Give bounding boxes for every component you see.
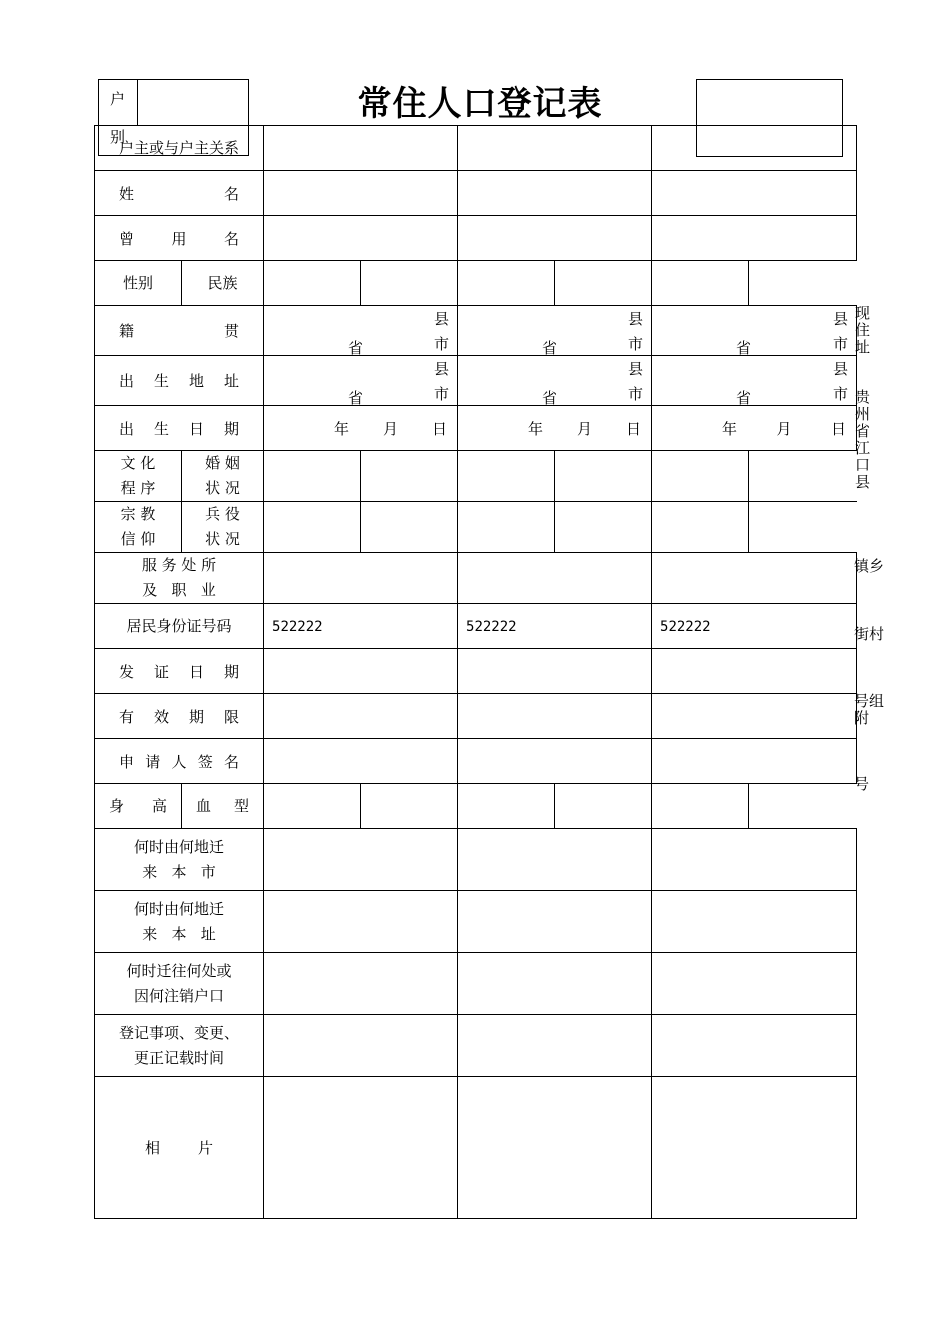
photo-cell-2[interactable] (458, 1077, 652, 1219)
birthplace-label: 出 生 地 址 (95, 356, 264, 406)
moved-address-cell-3[interactable] (652, 891, 857, 953)
occupation-cell-3[interactable] (652, 553, 857, 604)
signature-cell-3[interactable] (652, 739, 857, 784)
former-name-cell-1[interactable] (264, 216, 458, 261)
blood-type-cell-3[interactable] (749, 784, 857, 829)
marital-cell-3[interactable] (749, 451, 857, 502)
signature-label: 申 请 人 签 名 (95, 739, 264, 784)
blood-type-label: 血 型 (182, 784, 264, 829)
gender-label: 性别 (95, 261, 182, 306)
birth-date-cell-1[interactable]: 年 月 日 (264, 406, 458, 451)
moved-address-cell-2[interactable] (458, 891, 652, 953)
issue-date-cell-3[interactable] (652, 649, 857, 694)
side-current-address: 现住址 (855, 304, 871, 356)
id-number-label: 居民身份证号码 (95, 604, 264, 649)
moved-out-label: 何时迁往何处或 因何注销户口 (95, 953, 264, 1015)
occupation-cell-2[interactable] (458, 553, 652, 604)
id-number-cell-2[interactable] (458, 604, 652, 649)
side-number-group: 号组 附 (854, 692, 885, 727)
marital-cell-2[interactable] (555, 451, 652, 502)
valid-period-cell-1[interactable] (264, 694, 458, 739)
relation-cell-3[interactable] (652, 126, 857, 171)
ethnicity-cell-3[interactable] (749, 261, 857, 306)
gender-cell-1[interactable] (264, 261, 361, 306)
issue-date-label: 发 证 日 期 (95, 649, 264, 694)
birthplace-cell-2[interactable]: 省 市 县 (458, 356, 652, 406)
birth-date-cell-2[interactable]: 年 月 日 (458, 406, 652, 451)
gender-cell-3[interactable] (652, 261, 749, 306)
id-number-value-3: 522222 (660, 619, 711, 635)
former-name-cell-3[interactable] (652, 216, 857, 261)
side-street: 街村 (854, 625, 885, 643)
moved-city-label: 何时由何地迁 来 本 市 (95, 829, 264, 891)
religion-cell-2[interactable] (458, 502, 555, 553)
marital-label: 婚 姻 状 况 (182, 451, 264, 502)
page-title: 常住人口登记表 (357, 84, 603, 124)
side-town: 镇乡 (854, 557, 885, 575)
valid-period-cell-2[interactable] (458, 694, 652, 739)
record-label: 登记事项、变更、 更正记载时间 (95, 1015, 264, 1077)
moved-out-cell-2[interactable] (458, 953, 652, 1015)
religion-cell-1[interactable] (264, 502, 361, 553)
gender-cell-2[interactable] (458, 261, 555, 306)
former-name-label: 曾 用 名 (95, 216, 264, 261)
education-label: 文 化 程 序 (95, 451, 182, 502)
birthplace-cell-3[interactable]: 省 市 县 (652, 356, 857, 406)
moved-city-cell-3[interactable] (652, 829, 857, 891)
side-province-county: 贵州省江口县 (855, 388, 871, 491)
photo-cell-3[interactable] (652, 1077, 857, 1219)
moved-city-cell-2[interactable] (458, 829, 652, 891)
name-label: 姓 名 (95, 171, 264, 216)
id-number-value-1: 522222 (272, 619, 323, 635)
military-cell-3[interactable] (749, 502, 857, 553)
moved-address-cell-1[interactable] (264, 891, 458, 953)
valid-period-label: 有 效 期 限 (95, 694, 264, 739)
id-number-cell-3[interactable] (652, 604, 857, 649)
household-type-divider (137, 79, 138, 125)
height-cell-1[interactable] (264, 784, 361, 829)
ethnicity-label: 民族 (182, 261, 264, 306)
military-cell-1[interactable] (361, 502, 458, 553)
ethnicity-cell-1[interactable] (361, 261, 458, 306)
height-cell-3[interactable] (652, 784, 749, 829)
side-number: 号 (854, 775, 870, 793)
education-cell-3[interactable] (652, 451, 749, 502)
registration-form (94, 125, 857, 1219)
blood-type-cell-2[interactable] (555, 784, 652, 829)
military-cell-2[interactable] (555, 502, 652, 553)
moved-out-cell-1[interactable] (264, 953, 458, 1015)
id-number-value-2: 522222 (466, 619, 517, 635)
occupation-cell-1[interactable] (264, 553, 458, 604)
signature-cell-1[interactable] (264, 739, 458, 784)
photo-cell-1[interactable] (264, 1077, 458, 1219)
relation-cell-2[interactable] (458, 126, 652, 171)
military-label: 兵 役 状 况 (182, 502, 264, 553)
marital-cell-1[interactable] (361, 451, 458, 502)
birth-date-label: 出 生 日 期 (95, 406, 264, 451)
religion-cell-3[interactable] (652, 502, 749, 553)
height-label: 身 高 (95, 784, 182, 829)
former-name-cell-2[interactable] (458, 216, 652, 261)
moved-out-cell-3[interactable] (652, 953, 857, 1015)
issue-date-cell-1[interactable] (264, 649, 458, 694)
education-cell-2[interactable] (458, 451, 555, 502)
birth-date-cell-3[interactable]: 年 月 日 (652, 406, 857, 451)
relation-label: 户主或与户主关系 (95, 126, 264, 171)
name-cell-1[interactable] (264, 171, 458, 216)
blood-type-cell-1[interactable] (361, 784, 458, 829)
birthplace-cell-1[interactable]: 省 市 县 (264, 356, 458, 406)
household-type-label-2: 别 (110, 128, 126, 146)
relation-cell-1[interactable] (264, 126, 458, 171)
native-place-cell-1[interactable]: 省 市 县 (264, 306, 458, 356)
height-cell-2[interactable] (458, 784, 555, 829)
ethnicity-cell-2[interactable] (555, 261, 652, 306)
moved-address-label: 何时由何地迁 来 本 址 (95, 891, 264, 953)
native-place-cell-3[interactable]: 省 市 县 (652, 306, 857, 356)
record-cell-2[interactable] (458, 1015, 652, 1077)
valid-period-cell-3[interactable] (652, 694, 857, 739)
name-cell-3[interactable] (652, 171, 857, 216)
native-place-cell-2[interactable]: 省 市 县 (458, 306, 652, 356)
household-type-label-1: 户 (110, 90, 126, 108)
education-cell-1[interactable] (264, 451, 361, 502)
signature-cell-2[interactable] (458, 739, 652, 784)
record-cell-3[interactable] (652, 1015, 857, 1077)
photo-label: 相 片 (95, 1077, 264, 1219)
moved-city-cell-1[interactable] (264, 829, 458, 891)
record-cell-1[interactable] (264, 1015, 458, 1077)
occupation-label: 服 务 处 所 及 职 业 (95, 553, 264, 604)
issue-date-cell-2[interactable] (458, 649, 652, 694)
religion-label: 宗 教 信 仰 (95, 502, 182, 553)
native-place-label: 籍 贯 (95, 306, 264, 356)
name-cell-2[interactable] (458, 171, 652, 216)
id-number-cell-1[interactable] (264, 604, 458, 649)
